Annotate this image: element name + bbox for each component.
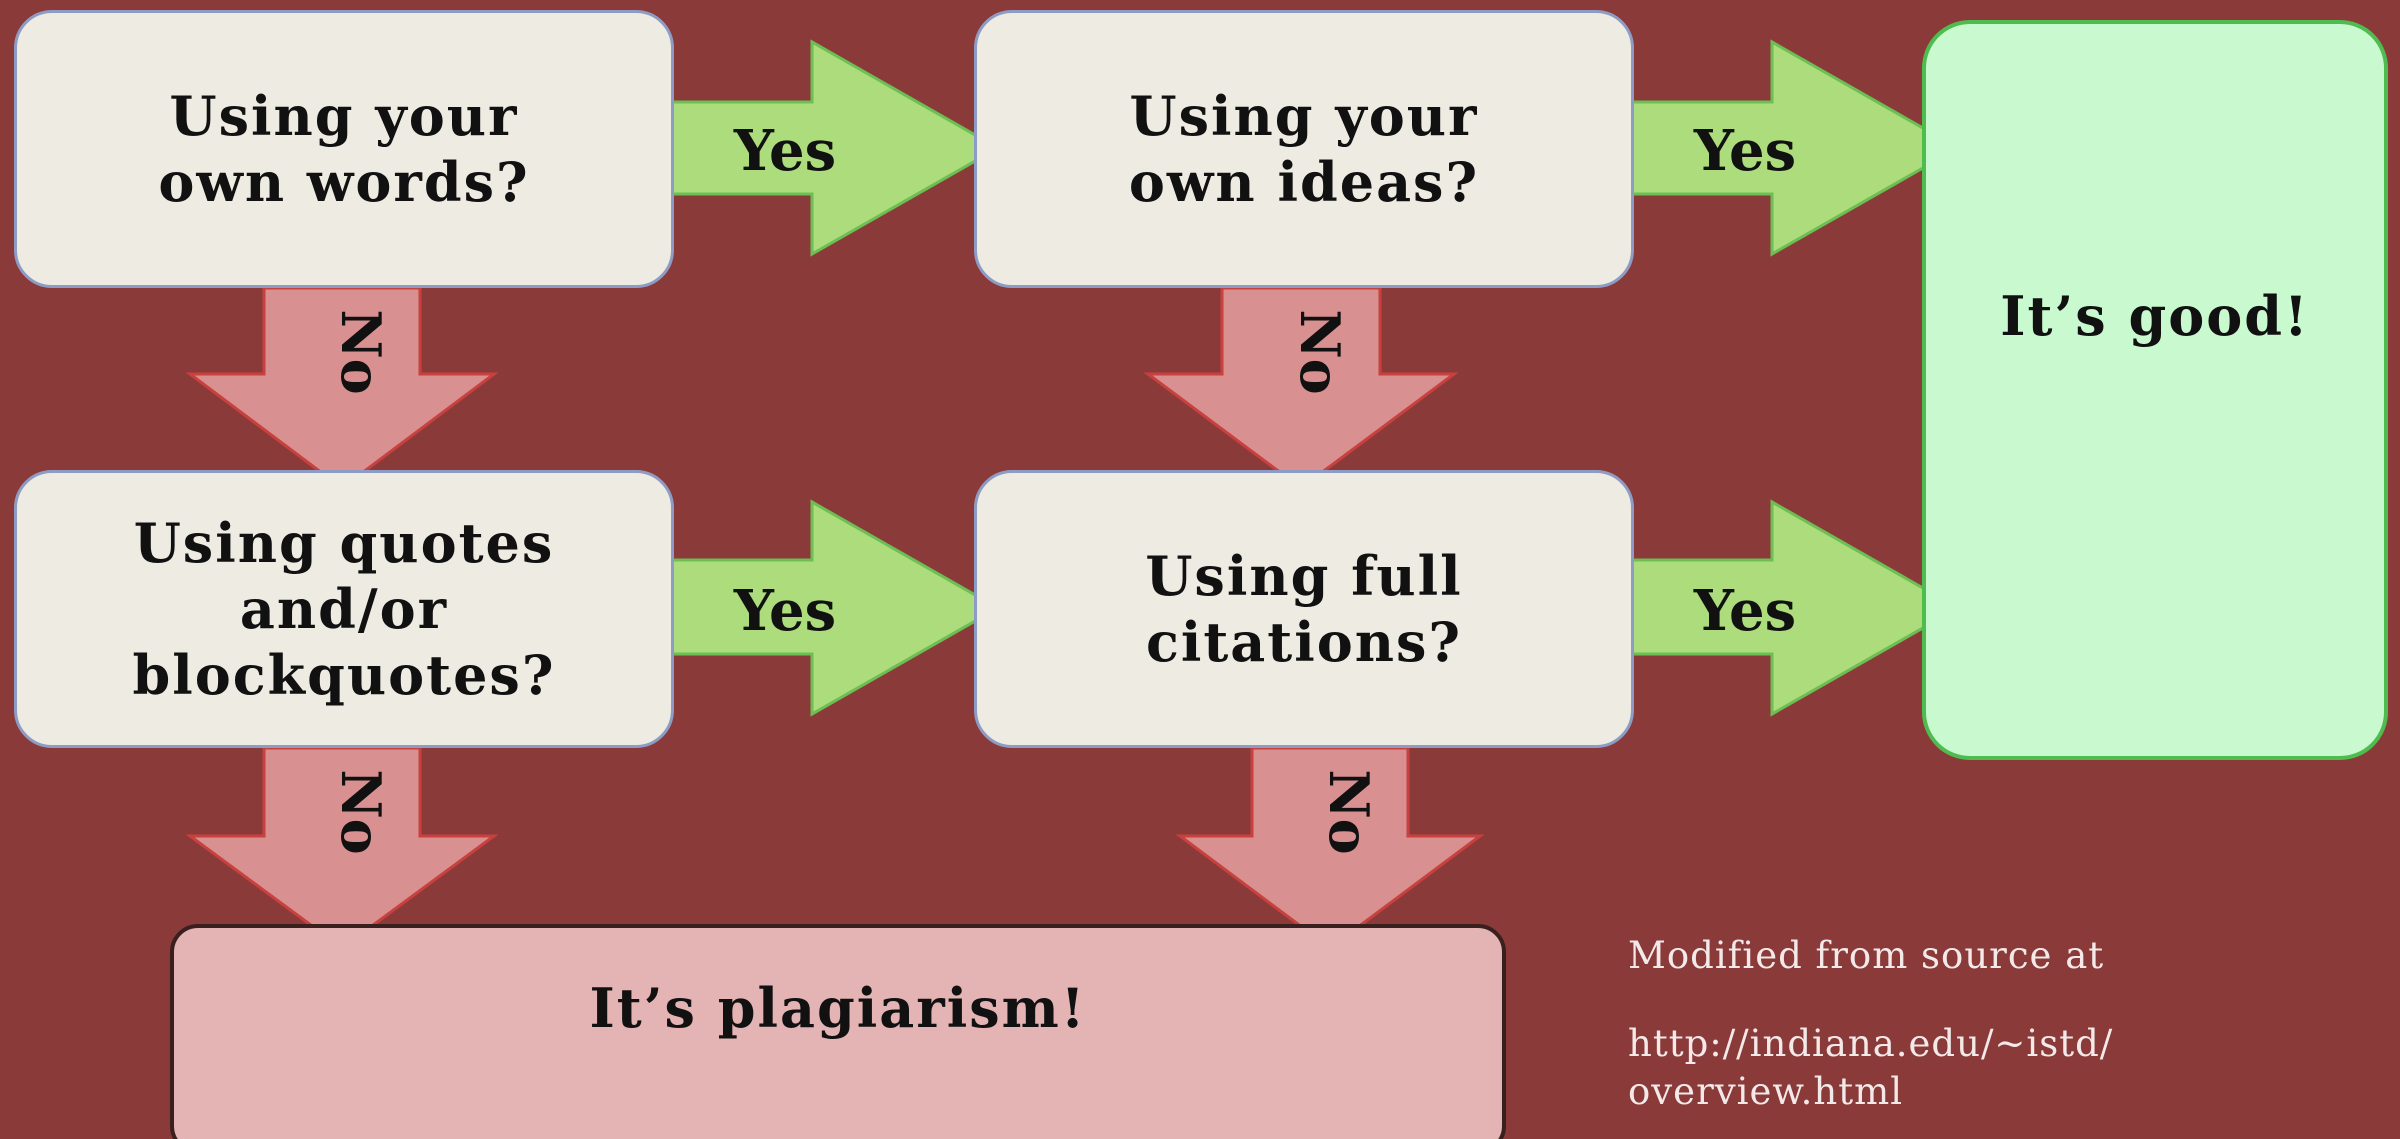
yes-arrow-words-to-ideas [672,42,998,254]
node-own-words-line-1: Using your [169,84,519,148]
node-own-ideas-line-1: Using your [1129,84,1479,148]
yes-label: Yes [733,118,837,184]
no-label: No [329,769,393,855]
yes-label: Yes [1693,578,1797,644]
node-quotes-line-1: Using quotes [133,511,555,575]
no-arrow-ideas-to-citations [1148,288,1454,488]
yes-arrow-ideas-to-good [1632,42,1958,254]
node-plagiarism [170,924,1506,1139]
source-credit-line-1: Modified from source at [1628,934,2105,977]
node-citations-line-1: Using full [1145,544,1463,608]
node-quotes [14,470,674,748]
no-arrow-words-to-quotes [190,288,494,488]
yes-label: Yes [733,578,837,644]
node-quotes-line-2: and/or [239,577,449,641]
source-credit-url-line-2: overview.html [1628,1070,1904,1113]
yes-arrow-quotes-to-citations [672,502,998,714]
no-arrow-citations-to-plagiarism [1180,748,1480,948]
node-quotes-line-3: blockquotes? [132,643,556,707]
node-own-words-line-2: own words? [158,150,530,214]
yes-label: Yes [1693,118,1797,184]
node-own-ideas-line-2: own ideas? [1128,150,1480,214]
source-credit-url-line-1: http://indiana.edu/~istd/ [1628,1022,2114,1065]
node-own-words [14,10,674,288]
no-arrow-quotes-to-plagiarism [190,748,494,948]
node-citations [974,470,1634,748]
yes-arrow-citations-to-good [1632,502,1958,714]
node-good-label: It’s good! [2000,284,2310,348]
node-own-ideas [974,10,1634,288]
node-plagiarism-label: It’s plagiarism! [589,976,1087,1040]
no-label: No [329,309,393,395]
node-good [1922,20,2388,760]
no-label: No [1288,309,1352,395]
no-label: No [1317,769,1381,855]
node-citations-line-2: citations? [1145,610,1463,674]
